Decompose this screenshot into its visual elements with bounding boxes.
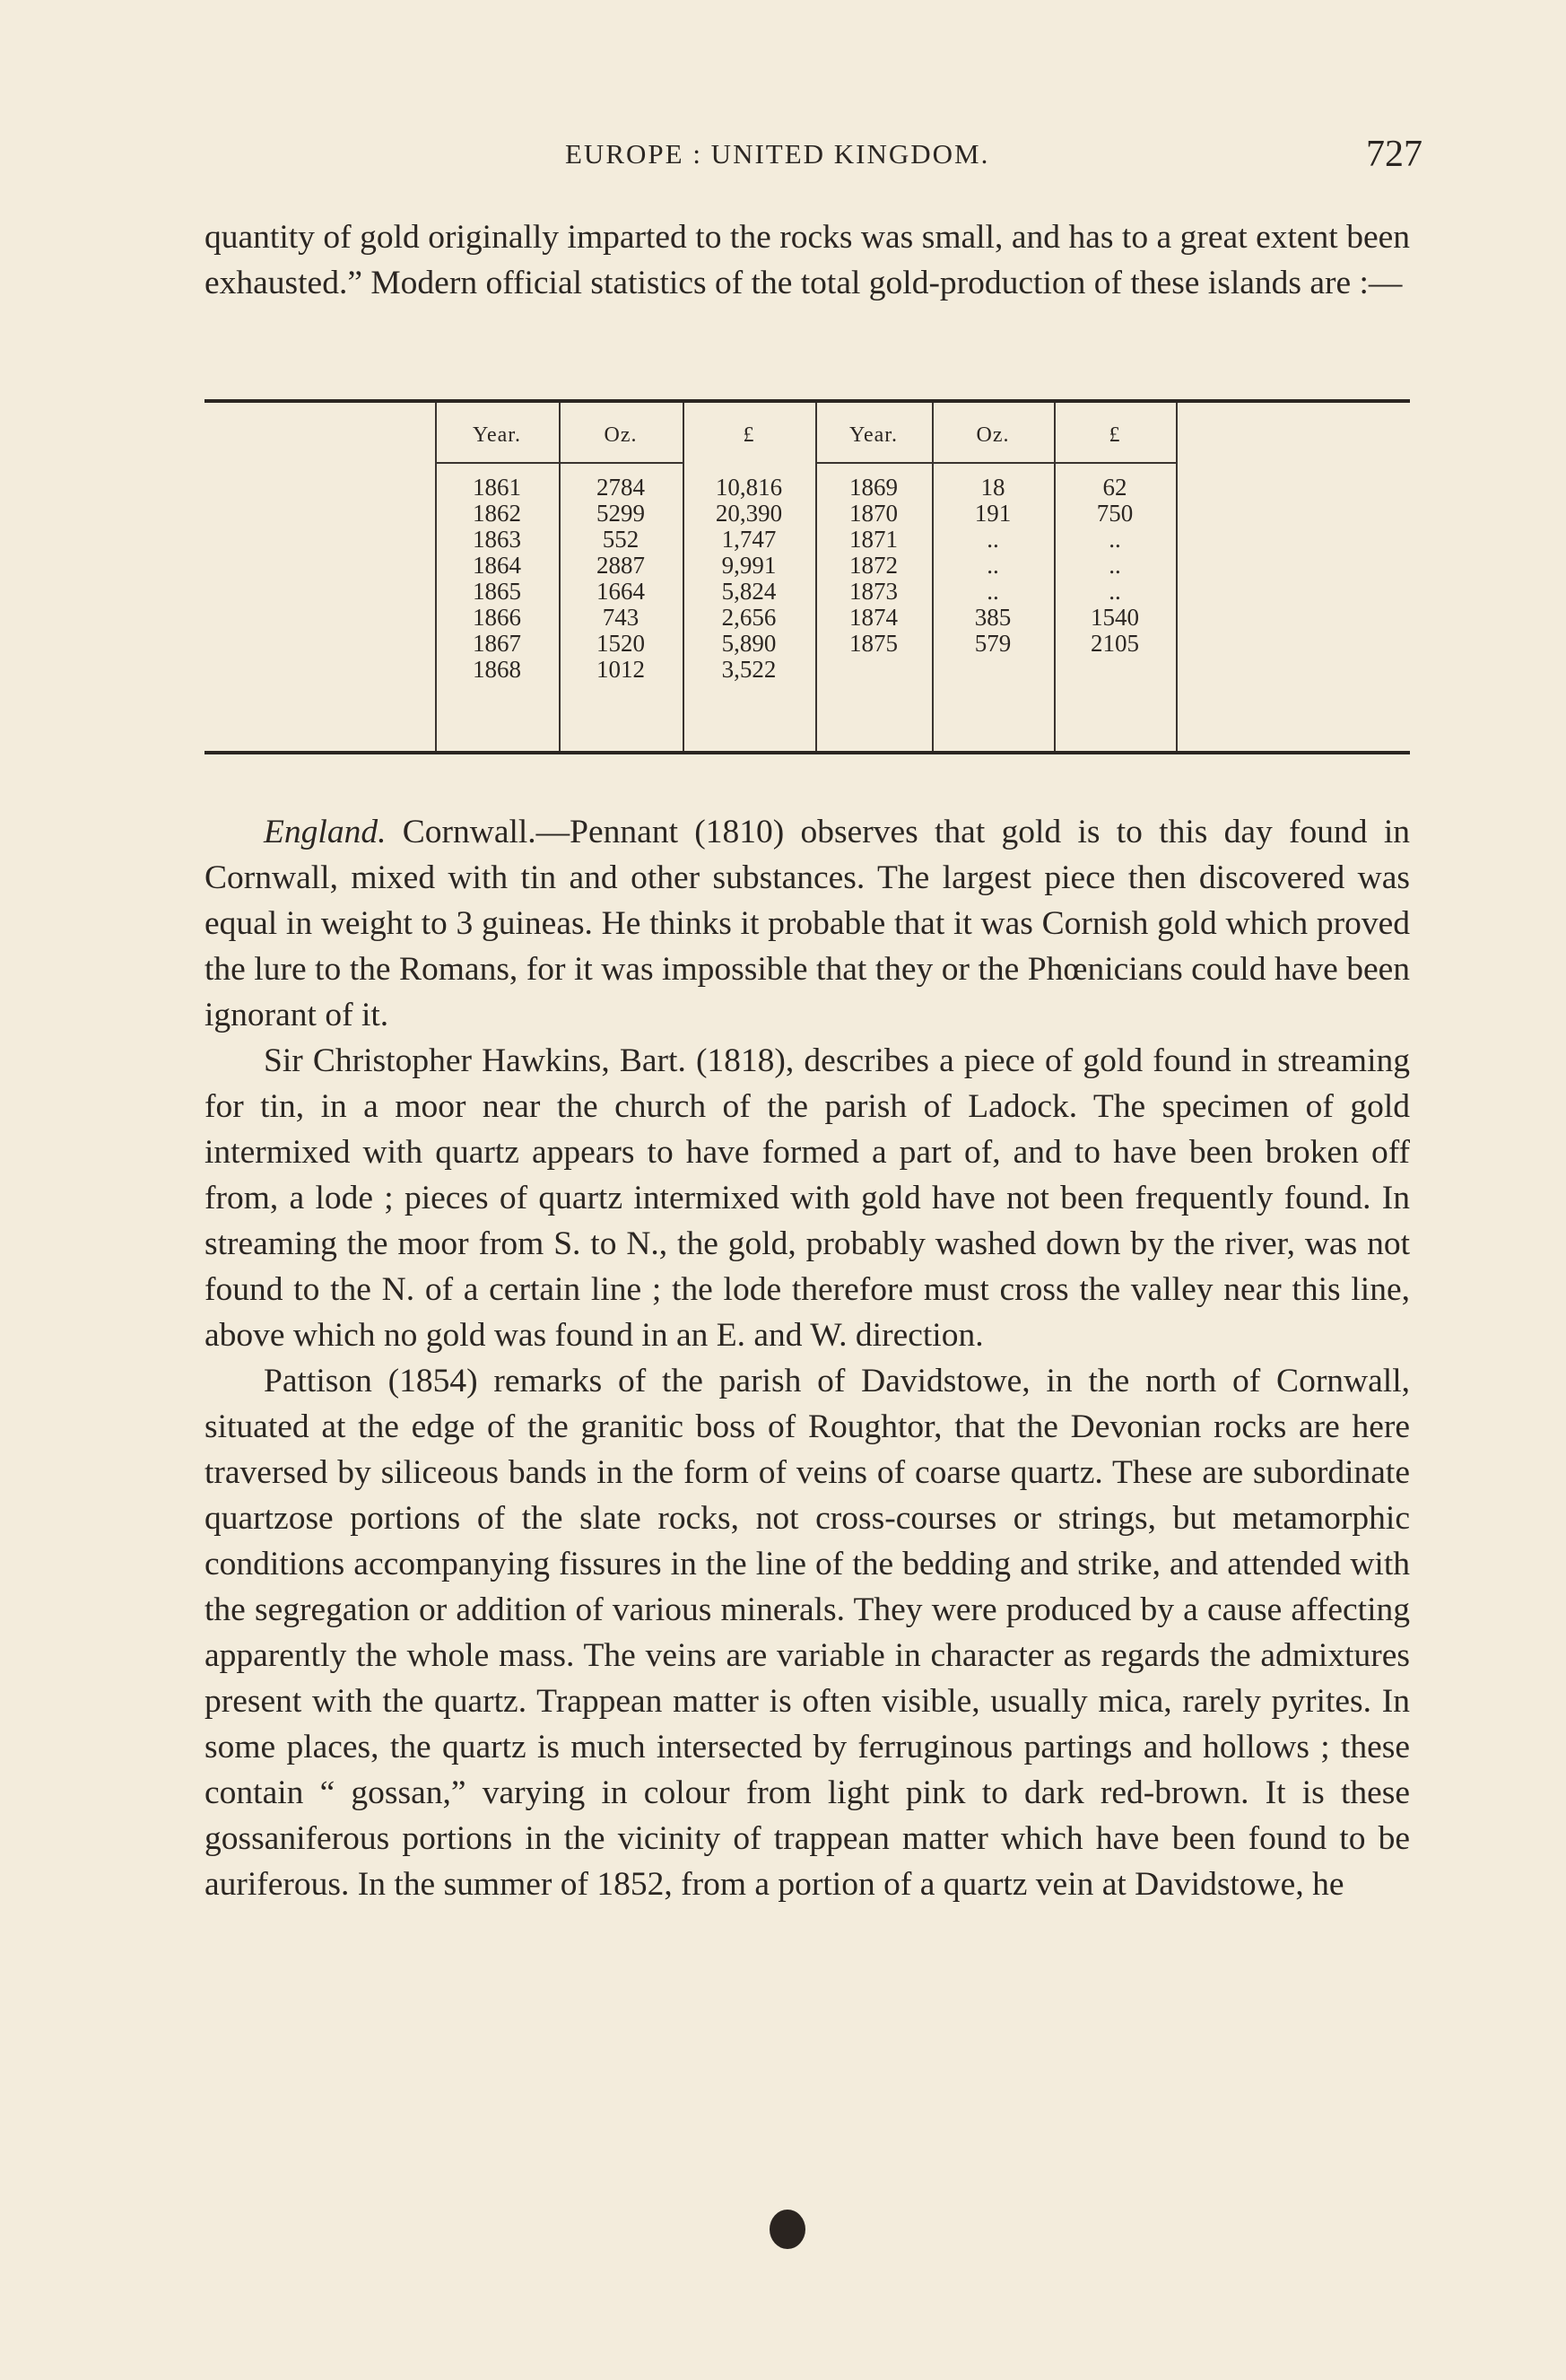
- intro-paragraph: quantity of gold originally imparted to the rocks was small, and has to a great extent been exhausted.” Modern official statistics of the total gold-production of these islands are :—: [204, 219, 1410, 301]
- table-cell: 1868: [473, 656, 521, 683]
- right-pounds-column: [1054, 403, 1176, 657]
- table-cell: 2,656: [721, 604, 777, 631]
- table-cell: 62: [1102, 474, 1127, 501]
- table-divider: [1176, 403, 1178, 751]
- table-cell: ..: [987, 526, 999, 553]
- intro-text: [204, 214, 1410, 306]
- left-oz-column: [559, 403, 683, 683]
- table-cell: ..: [987, 552, 999, 579]
- table-cell: 5299: [596, 500, 645, 527]
- table-cell: 2887: [596, 552, 645, 579]
- table-cell: ..: [987, 578, 999, 605]
- table-cell: 750: [1096, 500, 1134, 527]
- gold-production-table: [204, 399, 1410, 754]
- table-cell: 1867: [473, 630, 521, 657]
- paragraph-pattison: Pattison (1854) remarks of the parish of Davidstowe, in the north of Cornwall, situated at the edge of the granitic boss of Roughtor, that the Devonian rocks are here traversed by siliceous bands in the form of veins of coarse quartz. These are subordinate quartzose portions of the slate rocks, not cross-courses or strings, but metamorphic conditions accompanying fissures in the line of the bedding and strike, and attended with the segregation or addition of various minerals. They were produced by a cause affecting apparently the whole mass. The veins are variable in character as regards the admixtures present with the quartz. Trappean matter is often visible, usually mica, rarely pyrites. In some places, the quartz is much intersected by ferruginous partings and hollows ; these contain “ gossan,” varying in colour from light pink to dark red-brown. It is these gossaniferous portions in the vicinity of trappean matter which have been found to be auriferous. In the summer of 1852, from a portion of a quartz vein at Davidstowe, he: [204, 1363, 1410, 1903]
- table-cell: 1520: [596, 630, 645, 657]
- table-cell: 1875: [849, 630, 898, 657]
- left-pounds-column: [683, 403, 815, 683]
- table-cell: 5,824: [721, 578, 777, 605]
- table-cell: 1872: [849, 552, 898, 579]
- table-cell: 191: [974, 500, 1012, 527]
- column-header: £: [1109, 423, 1121, 447]
- left-year-column: [435, 403, 559, 683]
- table-cell: 20,390: [715, 500, 783, 527]
- table-cell: 1863: [473, 526, 521, 553]
- column-header: Oz.: [976, 423, 1010, 447]
- table-cell: 10,816: [715, 474, 783, 501]
- table-cell: 18: [980, 474, 1005, 501]
- table-cell: 1,747: [721, 526, 777, 553]
- table-cell: 3,522: [721, 656, 777, 683]
- table-cell: 9,991: [721, 552, 777, 579]
- table-cell: 1862: [473, 500, 521, 527]
- paragraph-text: Cornwall.—Pennant (1810) observes that gold is to this day found in Cornwall, mixed with tin and other substances. The largest piece then discovered was equal in weight to 3 guineas. He thinks it probable that it was Cornish gold which proved the lure to the Romans, for it was impossible that they or the Phœnicians could have been ignorant of it.: [204, 814, 1410, 1033]
- table-cell: 2784: [596, 474, 645, 501]
- ink-blot: [770, 2210, 805, 2249]
- section-heading: England.: [264, 814, 387, 850]
- paragraph-cornwall: [204, 809, 1410, 1038]
- right-oz-column: [932, 403, 1054, 657]
- table-cell: 1869: [849, 474, 898, 501]
- table-cell: 1540: [1091, 604, 1139, 631]
- body-text: [204, 809, 1410, 1907]
- table-bottom-rule: [204, 751, 1410, 754]
- table-cell: 1664: [596, 578, 645, 605]
- table-cell: 1870: [849, 500, 898, 527]
- table-cell: ..: [1109, 526, 1121, 553]
- table-cell: 552: [602, 526, 639, 553]
- page-number: 727: [1366, 134, 1422, 175]
- table-cell: 743: [602, 604, 639, 631]
- column-header: Year.: [473, 423, 521, 447]
- paragraph-hawkins: Sir Christopher Hawkins, Bart. (1818), describes a piece of gold found in streaming for tin, in a moor near the church of the parish of Ladock. The specimen of gold intermixed with quartz appears to have formed a part of, and to have been broken off from, a lode ; pieces of quartz intermixed with gold have not been frequently found. In streaming the moor from S. to N., the gold, probably washed down by the river, was not found to the N. of a certain line ; the lode therefore must cross the valley near this line, above which no gold was found in an E. and W. direction.: [204, 1042, 1410, 1354]
- column-header: Oz.: [604, 423, 638, 447]
- table-cell: 1012: [596, 656, 645, 683]
- running-title: EUROPE : UNITED KINGDOM.: [565, 138, 990, 170]
- table-cell: 2105: [1091, 630, 1139, 657]
- running-header: [565, 133, 1422, 176]
- table-cell: 579: [974, 630, 1012, 657]
- table-cell: 1865: [473, 578, 521, 605]
- column-header: Year.: [849, 423, 898, 447]
- table-cell: 1871: [849, 526, 898, 553]
- table-cell: 1873: [849, 578, 898, 605]
- table-cell: 1861: [473, 474, 521, 501]
- table-cell: 1866: [473, 604, 521, 631]
- table-cell: ..: [1109, 552, 1121, 579]
- column-header: £: [743, 423, 755, 447]
- table-cell: ..: [1109, 578, 1121, 605]
- right-year-column: [815, 403, 932, 657]
- table-cell: 1864: [473, 552, 521, 579]
- table-cell: 385: [974, 604, 1012, 631]
- table-cell: 1874: [849, 604, 898, 631]
- table-cell: 5,890: [721, 630, 777, 657]
